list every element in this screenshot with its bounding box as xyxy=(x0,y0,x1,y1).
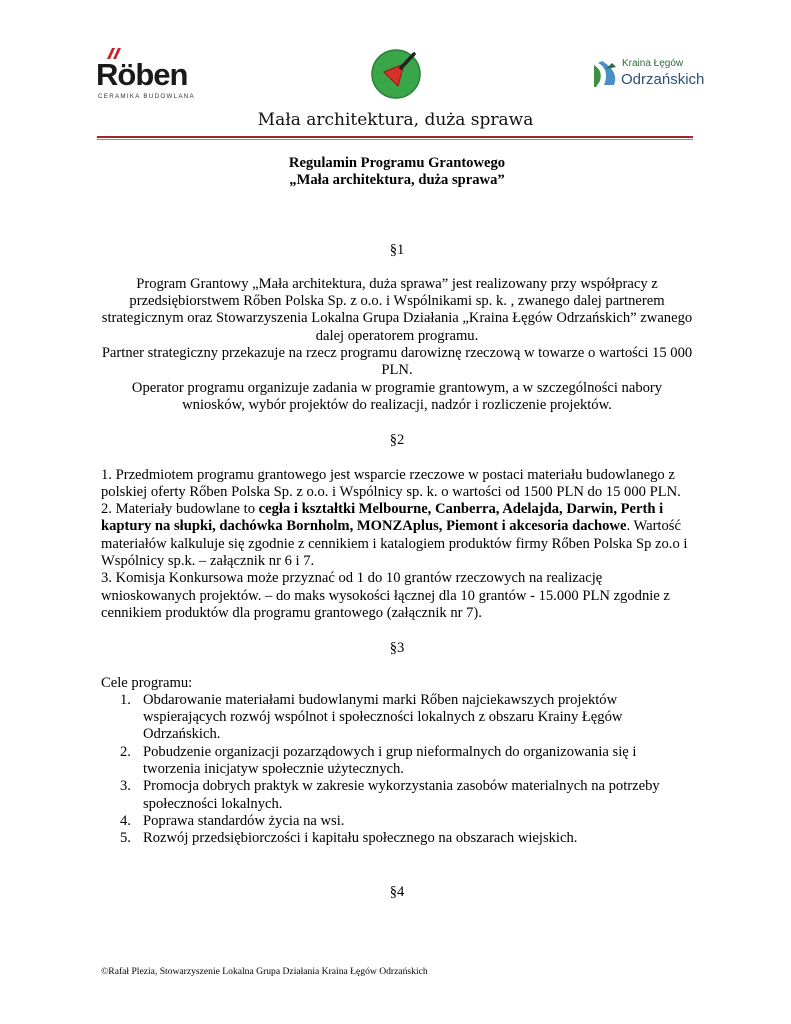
materials-pricing: . Wartość materiałów kalkuluje się zgodnie z cennikiem i katalogiem produktów firmy Rőben Polska Sp zo.o i Wspólnicy sp.k. – załącznik nr 6 i 7. xyxy=(101,518,688,570)
goals-list xyxy=(101,692,693,848)
materials-list: cegła i kształtki Melbourne, Canberra, Adelajda, Darwin, Perth i kaptury na słupki, dachówka Bornholm, MONZAplus, Piemont i akcesoria dachowe xyxy=(101,501,664,535)
section-2-paragraph: 1. Przedmiotem programu grantowego jest wsparcie rzeczowe w postaci materiału budowlanego z polskiej oferty Rőben Polska Sp. z o.o. i Wspólnicy sp. k. o wartości od 1500 PLN do 15 000 PLN. xyxy=(101,466,681,500)
section-1-paragraph: Operator programu organizuje zadania w programie grantowym, a w szczególności nabory wniosków, wybór projektów do realizacji, nadzór i rozliczenie projektów. xyxy=(131,379,663,413)
section-2-heading: §2 xyxy=(389,432,405,449)
roben-logo-subtitle: CERAMIKA BUDOWLANA xyxy=(98,93,195,100)
document-body xyxy=(101,155,693,901)
list-item: 3. Promocja dobrych praktyk w zakresie wykorzystania zasobów materialnych na potrzeby społeczności lokalnych. xyxy=(120,778,660,812)
document-title: Regulamin Programu Grantowego xyxy=(288,155,506,171)
section-1-paragraph: Partner strategiczny przekazuje na rzecz programu darowiznę rzeczową w towarze o wartości 15 000 PLN. xyxy=(101,345,693,379)
page-header xyxy=(0,0,791,140)
section-2-paragraph: 3. Komisja Konkursowa może przyznać od 1 do 10 grantów rzeczowych na realizację wnioskowanych projektów. – do maks wysokości łącznej dla 10 grantów - 15.000 PLN zgodnie z cennikiem produktów dla programu grantowego (załącznik nr 7). xyxy=(101,570,670,621)
section-1-heading: §1 xyxy=(389,241,405,258)
list-item: 5. Rozwój przedsiębiorczości i kapitału społecznego na obszarach wiejskich. xyxy=(120,830,578,847)
kraina-logo xyxy=(592,57,705,91)
list-item: 4. Poprawa standardów życia na wsi. xyxy=(120,812,345,829)
kraina-logo-icon xyxy=(592,59,620,89)
section-3-heading: §3 xyxy=(389,640,405,657)
header-rule xyxy=(97,136,693,138)
section-1-paragraph: Program Grantowy „Mała architektura, duża sprawa” jest realizowany przy współpracy z przedsiębiorstwem Rőben Polska Sp. z o.o. i Wspólnikami sp. k. , zwanego dalej partnerem strategicznym oraz Stowarzyszenia Lokalna Grupa Działania „Kraina Łęgów Odrzańskich” zwanego dalej operatorem programu. xyxy=(101,275,693,344)
section-2-paragraph-materials xyxy=(101,501,693,570)
header-rule-secondary xyxy=(97,139,693,140)
roben-logo-wordmark: Röben xyxy=(96,57,188,92)
goals-intro: Cele programu: xyxy=(101,674,193,691)
list-item: 2. Pobudzenie organizacji pozarządowych i grup nieformalnych do organizowania się i tworzenia inicjatyw społecznie użytecznych. xyxy=(120,743,637,778)
trowel-logo-icon xyxy=(370,48,422,100)
materials-intro: 2. Materiały budowlane to xyxy=(101,501,259,518)
kraina-logo-line2: Odrzańskich xyxy=(621,71,705,88)
kraina-logo-line1: Kraina Łęgów xyxy=(622,58,684,69)
page-footer: ©Rafał Plezia, Stowarzyszenie Lokalna Grupa Działania Kraina Łęgów Odrzańskich xyxy=(101,966,428,977)
roben-logo xyxy=(96,48,195,104)
list-item: 1. Obdarowanie materiałami budowlanymi marki Rőben najciekawszych projektów wspierających rozwój wspólnot i społeczności lokalnych z obszaru Krainy Łęgów Odrzańskich. xyxy=(120,691,623,743)
document-subtitle: „Mała architektura, duża sprawa” xyxy=(289,172,505,189)
section-4-heading: §4 xyxy=(389,883,405,900)
header-title: Mała architektura, duża sprawa xyxy=(257,110,534,130)
